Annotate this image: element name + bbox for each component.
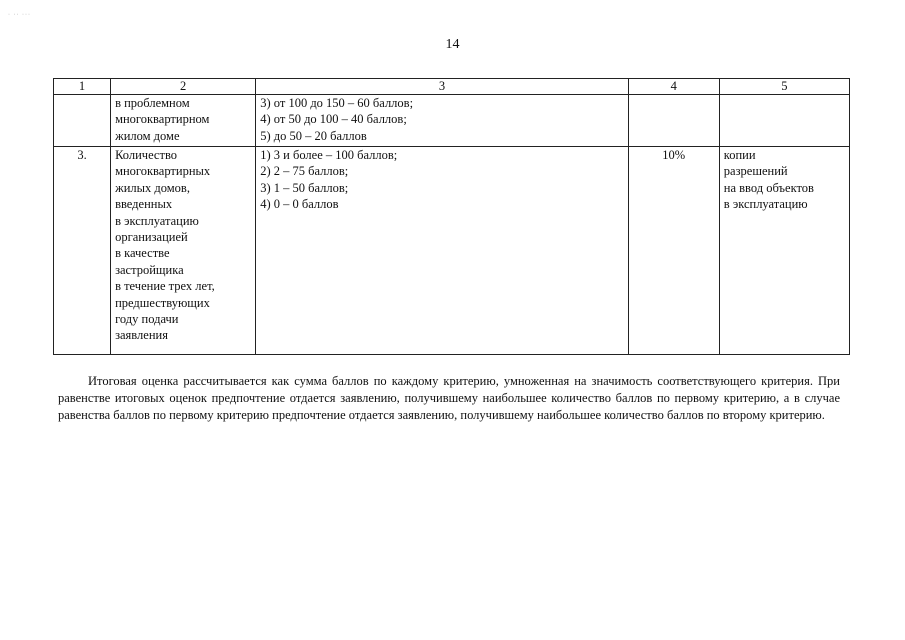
score-line: 4) от 50 до 100 – 40 баллов;	[260, 112, 407, 127]
document-line: разрешений	[723, 164, 788, 179]
score-line: 5) до 50 – 20 баллов	[260, 128, 367, 143]
scan-artifact: · ·· ···	[8, 12, 31, 18]
criterion-line: жилом доме	[115, 128, 180, 143]
criterion-line: заявления	[115, 328, 168, 343]
documents-cell	[719, 147, 849, 355]
documents-cell	[719, 95, 849, 147]
document-line: копии	[723, 148, 756, 162]
criterion-line: предшествующих	[115, 295, 210, 310]
row-number: 3.	[54, 147, 111, 355]
document-line: в эксплуатацию	[723, 197, 808, 212]
score-line: 3) 1 – 50 баллов;	[260, 180, 349, 195]
criterion-line: году подачи	[115, 312, 179, 327]
criterion-line: многоквартирных	[115, 164, 211, 179]
criterion-cell	[111, 95, 256, 147]
table-row	[54, 95, 850, 147]
header-col-5: 5	[719, 79, 849, 95]
row-number	[54, 95, 111, 147]
criterion-line: введенных	[115, 197, 173, 212]
criterion-line: многоквартирном	[115, 112, 210, 127]
score-line: 3) от 100 до 150 – 60 баллов;	[260, 96, 414, 110]
scores-cell	[256, 147, 628, 355]
document-line: на ввод объектов	[723, 180, 814, 195]
weight-cell	[628, 95, 719, 147]
score-line: 1) 3 и более – 100 баллов;	[260, 148, 398, 162]
page-number: 14	[445, 37, 460, 52]
scores-cell	[256, 95, 628, 147]
header-col-1: 1	[54, 79, 111, 95]
score-line: 4) 0 – 0 баллов	[260, 197, 339, 212]
criterion-line: организацией	[115, 230, 188, 245]
header-col-2: 2	[111, 79, 256, 95]
criterion-line: в проблемном	[115, 96, 190, 110]
weight-cell: 10%	[628, 147, 719, 355]
table-header-row	[54, 79, 850, 95]
criterion-line: Количество	[115, 148, 178, 162]
score-line: 2) 2 – 75 баллов;	[260, 164, 349, 179]
table-row	[54, 147, 850, 355]
criteria-table	[53, 78, 850, 355]
criterion-line: в течение трех лет,	[115, 279, 215, 294]
header-col-3: 3	[256, 79, 628, 95]
summary-paragraph: Итоговая оценка рассчитывается как сумма баллов по каждому критерию, умноженная на значимость соответствующего критерия. При равенстве итоговых оценок предпочтение отдается заявлению, получившему наибольшее количество баллов по первому критерию, а в случае равенства баллов по первому критерию предпочтение отдается заявлению, получившему наибольшее количество баллов по второму критерию.	[58, 374, 840, 422]
criterion-line: в качестве	[115, 246, 170, 261]
criterion-line: застройщика	[115, 262, 184, 277]
criterion-line: жилых домов,	[115, 180, 190, 195]
header-col-4: 4	[628, 79, 719, 95]
criterion-line: в эксплуатацию	[115, 213, 199, 228]
criterion-cell	[111, 147, 256, 355]
